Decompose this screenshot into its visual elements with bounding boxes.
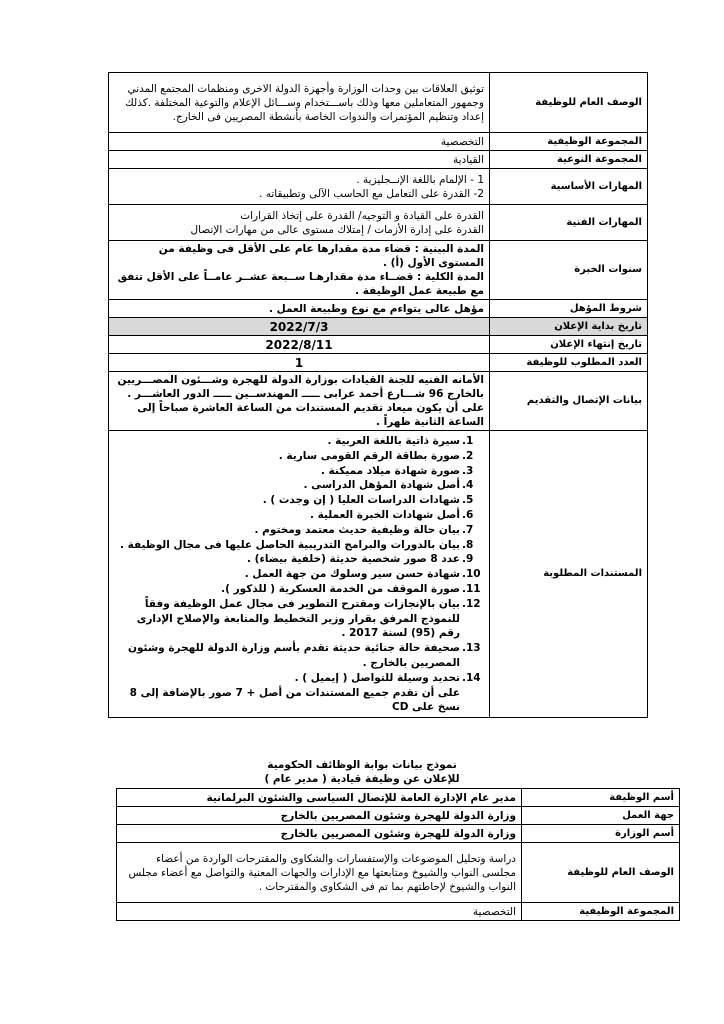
row-value: القيادية [109, 151, 490, 169]
row-value: مدير عام الإدارة العامة للإتصال السياسى والشئون البرلمانية [117, 789, 522, 807]
row-label: المجموعة الوظيفية [522, 903, 680, 921]
table-row [109, 205, 648, 241]
row-value: دراسة وتحليل الموضوعات والإستفسارات والشكاوى والمقترحات الواردة من أعضاء مجلسى النواب والشيوخ ومتابعتها مع الإدارات والجهات المعنية والتواصل مع أعضاء مجلس النواب والشيوخ لإحاطتهم بما تم فى الشكاوى والمقترحات . [117, 843, 522, 903]
table-row [117, 807, 680, 825]
table-row [117, 825, 680, 843]
row-label: أسم الوزارة [522, 825, 680, 843]
row-value: مؤهل عالى يتواءم مع نوع وطبيعة العمل . [109, 300, 490, 318]
row-value: توثيق العلاقات بين وحدات الوزارة وأجهزة الدولة الاخرى ومنظمات المجتمع المدني وجمهور المتعاملين معها وذلك باســـتخدام وســـائل الإعلام والتوعية المختلفة .كذلك إعداد وتنظيم المؤتمرات والندوات الخاصة بأنشطة المصريين فى الخارج. [109, 73, 490, 133]
table-row [109, 73, 648, 133]
list-item: صحيفة حالة جنائية حديثة تقدم بأسم وزارة الدولة للهجرة وشئون المصريين بالخارج . [128, 642, 460, 669]
table-row [109, 372, 648, 431]
row-label: الوصف العام للوظيفة [522, 843, 680, 903]
row-value: المدة البينية : قضاء مدة مقدارها عام على الأقل فى وظيفة من المستوى الأول (أ) . المدة الكلية : قضــاء مدة مقدارهـا ســبعة عشــر عامــاً على الأقل تتفق مع طبيعة عمل الوظيفة . [109, 241, 490, 300]
table-row [109, 318, 648, 336]
table-row [117, 843, 680, 903]
row-label: المهارات الفنية [490, 205, 648, 241]
row-value: 1 [109, 354, 490, 372]
table-row [109, 151, 648, 169]
row-label: المستندات المطلوبة [490, 431, 648, 718]
list-item: أصل شهادات الخبرة العملية . [309, 508, 460, 521]
row-value: التخصصية [109, 133, 490, 151]
row-label: المجموعة الوظيفية [490, 133, 648, 151]
row-value: وزارة الدولة للهجرة وشئون المصريين بالخارج [117, 825, 522, 843]
list-item: صورة بطاقة الرقم القومى سارية . [278, 449, 460, 462]
row-value: التخصصية [117, 903, 522, 921]
row-value: وزارة الدولة للهجرة وشئون المصريين بالخارج [117, 807, 522, 825]
row-value: القدرة على القيادة و التوجيه/ القدرة على إتخاذ القرارات القدرة على إدارة الأزمات / إمتلاك مستوى عالى من مهارات الإتصال [109, 205, 490, 241]
documents-note: على أن تقدم جميع المستندات من أصل + 7 صور بالإضافة إلى 8 نسخ على CD [129, 686, 460, 713]
row-label: المجموعة النوعية [490, 151, 648, 169]
table-row [109, 300, 648, 318]
table-row [109, 336, 648, 354]
row-value: 2022/7/3 [109, 318, 490, 336]
row-value: الأمانه الفنيه للجنة القيادات بوزارة الدولة للهجرة وشـــئون المصـــريين بالخارج 96 شـــارع أحمد عرابى ـــــ المهندســين ـــــ الدور العاشـــر . على أن يكون ميعاد تقديم المستندات من الساعة العاشرة صباحاً إلى الساعة الثانية ظهراً . [109, 372, 490, 431]
job-details-table [108, 72, 648, 718]
table-row [109, 169, 648, 205]
list-item: تحديد وسيلة للتواصل ( إيميل ) . [294, 671, 460, 684]
form-heading-line1: نموذج بيانات بوابة الوظائف الحكومية [267, 759, 457, 771]
list-item: صورة الموقف من الخدمة العسكرية ( للذكور ). [221, 582, 460, 595]
list-item: شهادة حسن سير وسلوك من جهة العمل . [244, 568, 460, 581]
row-label: المهارات الأساسية [490, 169, 648, 205]
row-label: تاريخ بداية الإعلان [490, 318, 648, 336]
list-item: بيان بالإنجازات ومقترح التطوير فى مجال عمل الوظيفة وفقاً للنموذج المرفق بقرار وزير التخطيط والمتابعة والإصلاح الإدارى رقم (95) لسنة 2017 . [136, 597, 460, 640]
row-value: 1 - الإلمام باللغة الإنــجليزية . 2- القدرة على التعامل مع الحاسب الآلى وتطبيقاته . [109, 169, 490, 205]
form-heading [0, 758, 724, 786]
documents-list [114, 434, 484, 686]
job-form-table [116, 788, 680, 921]
list-item: أصل شهادة المؤهل الدراسى . [303, 479, 460, 492]
table-row [109, 354, 648, 372]
list-item: بيان بالدورات والبرامج التدريبية الحاصل عليها فى مجال الوظيفة . [119, 538, 460, 551]
row-label: تاريخ إنتهاء الإعلان [490, 336, 648, 354]
row-label: جهة العمل [522, 807, 680, 825]
row-label: شروط المؤهل [490, 300, 648, 318]
list-item: سيرة ذاتية باللغة العربية . [327, 435, 460, 447]
table-row [117, 789, 680, 807]
list-item: عدد 8 صور شخصية حديثة (خلفية بيضاء) . [247, 553, 460, 566]
table-row [109, 431, 648, 718]
documents-cell [109, 431, 490, 718]
list-item: شهادات الدراسات العليا ( إن وجدت ) . [262, 494, 460, 507]
row-label: أسم الوظيفة [522, 789, 680, 807]
table-row [109, 241, 648, 300]
row-label: الوصف العام للوظيفة [490, 73, 648, 133]
row-value: 2022/8/11 [109, 336, 490, 354]
row-label: بيانات الإتصال والتقديم [490, 372, 648, 431]
table-row [109, 133, 648, 151]
form-heading-line2: للإعلان عن وظيفة قيادية ( مدير عام ) [264, 773, 460, 785]
table-row [117, 903, 680, 921]
list-item: بيان حالة وظيفية حديث معتمد ومختوم . [254, 523, 460, 536]
row-label: سنوات الخبرة [490, 241, 648, 300]
row-label: العدد المطلوب للوظيفة [490, 354, 648, 372]
list-item: صورة شهادة ميلاد مميكنة . [320, 464, 460, 477]
